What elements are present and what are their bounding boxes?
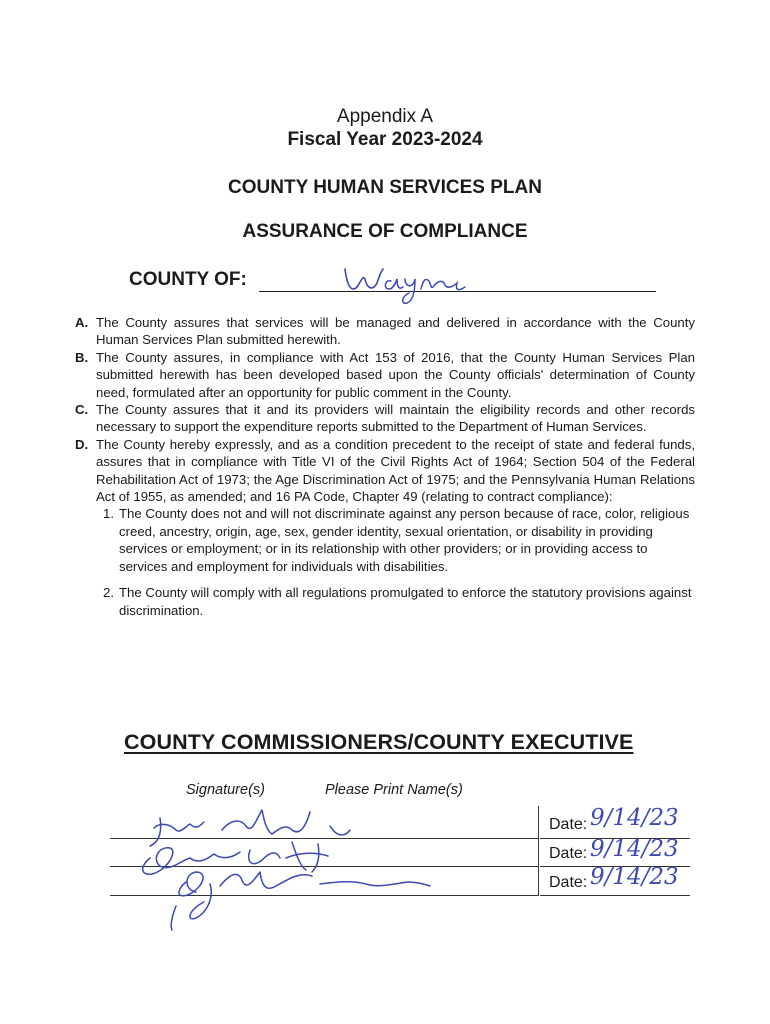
date-value-3: 9/14/23	[590, 864, 679, 890]
signature-column-label: Signature(s)	[186, 782, 265, 798]
date-label-2: Date:	[549, 845, 588, 862]
date-label-1: Date:	[549, 816, 588, 833]
item-text: The County assures that it and its providers will maintain the eligibility records and other records necessary to support the expenditure reports submitted to the Department of Human Services.	[96, 402, 695, 435]
date-value-1: 9/14/23	[590, 805, 679, 831]
county-label: COUNTY OF:	[129, 269, 247, 290]
subitem-number: 1.	[103, 506, 114, 522]
item-text: The County assures that services will be managed and delivered in accordance with the County Human Services Plan submitted herewith.	[96, 315, 695, 348]
plan-title: COUNTY HUMAN SERVICES PLAN	[228, 177, 542, 198]
item-letter: C.	[75, 402, 89, 418]
appendix-label: Appendix A	[336, 106, 434, 127]
subitem-text: The County does not and will not discriminate against any person because of race, color, religious creed, ancestry, origin, age, sex, gender identity, sexual orientation, or disability in providing services or employment; or in its relationship with other providers; or in providing access to services and employment for individuals with disabilities.	[119, 506, 690, 574]
subitem-number: 2.	[103, 585, 114, 601]
fiscal-year-title: Fiscal Year 2023-2024	[287, 129, 483, 150]
assurance-title: ASSURANCE OF COMPLIANCE	[242, 221, 528, 242]
item-letter: B.	[75, 349, 89, 365]
item-text: The County assures, in compliance with Act 153 of 2016, that the County Human Services Plan submitted herewith has been developed based upon the County officials' determination of County need, formulated after an opportunity for public comment in the County.	[96, 349, 695, 400]
item-text: The County hereby expressly, and as a condition precedent to the receipt of state and federal funds, assures that in compliance with Title VI of the Civil Rights Act of 1964; Section 504 of the Federal Rehabilitation Act of 1973; the Age Discrimination Act of 1975; and the Pennsylvania Human Relations Act of 1955, as amended; and 16 PA Code, Chapter 49 (relating to contract compliance):	[96, 436, 695, 505]
date-label-3: Date:	[549, 874, 588, 891]
commissioners-heading: COUNTY COMMISSIONERS/COUNTY EXECUTIVE	[124, 730, 634, 754]
date-value-2: 9/14/23	[590, 836, 679, 862]
item-letter: A.	[75, 315, 89, 330]
item-letter: D.	[75, 436, 89, 452]
print-name-column-label: Please Print Name(s)	[325, 782, 463, 798]
subitem-text: The County will comply with all regulations promulgated to enforce the statutory provisions against discrimination.	[119, 585, 692, 618]
